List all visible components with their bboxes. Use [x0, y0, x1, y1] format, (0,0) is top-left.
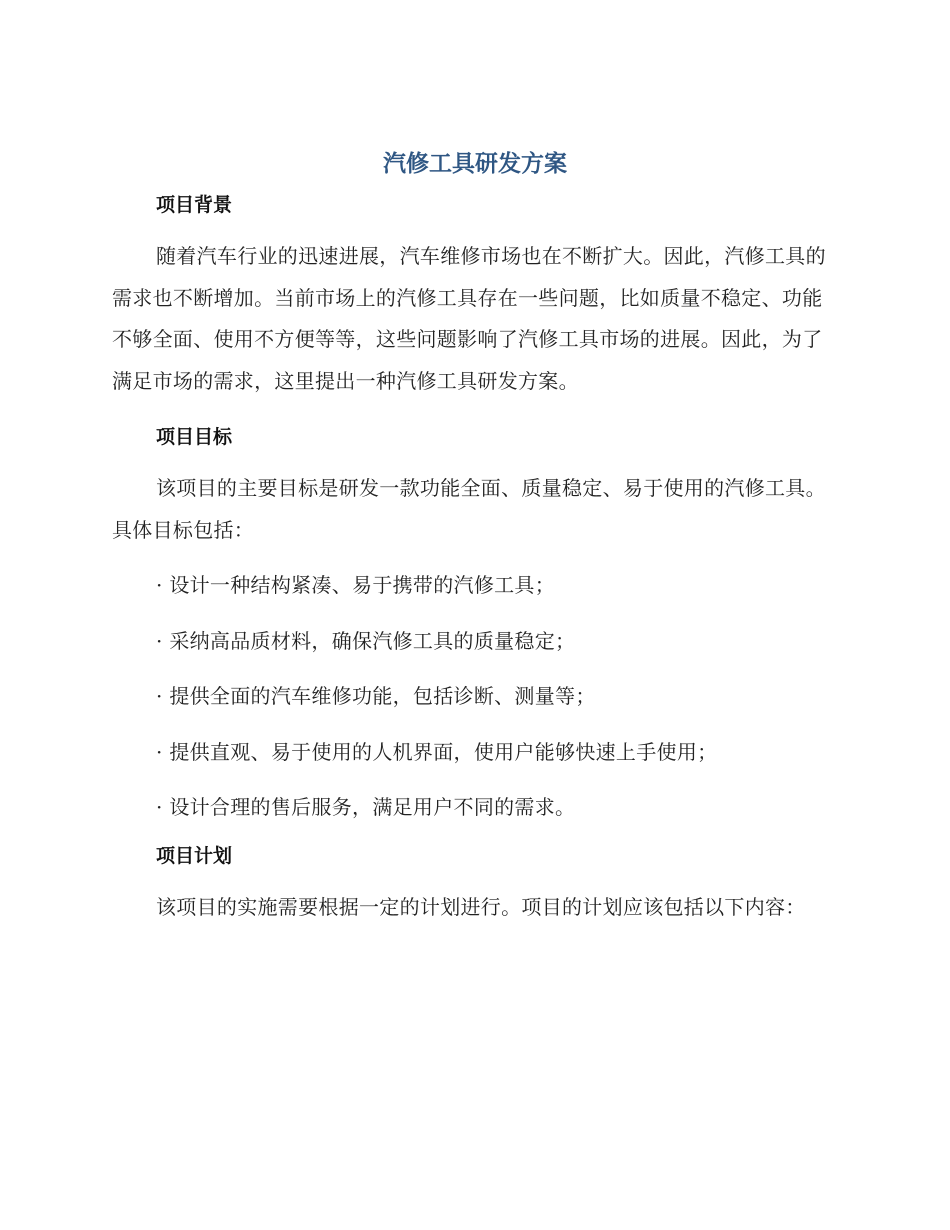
section-background — [112, 188, 832, 402]
document-title: 汽修工具研发方案 — [383, 151, 567, 177]
bullet-item: · 设计合理的售后服务，满足用户不同的需求。 — [156, 795, 576, 819]
section-paragraph: 该项目的实施需要根据一定的计划进行。项目的计划应该包括以下内容： — [156, 894, 806, 919]
section-goals — [112, 420, 832, 829]
section-paragraph: 该项目的主要目标是研发一款功能全面、质量稳定、易于使用的汽修工具。具体目标包括： — [112, 476, 826, 542]
bullet-item: · 提供全面的汽车维修功能，包括诊断、测量等； — [156, 684, 596, 708]
bullet-item: · 提供直观、易于使用的人机界面，使用户能够快速上手使用； — [156, 739, 718, 764]
section-paragraph: 随着汽车行业的迅速进展，汽车维修市场也在不断扩大。因此，汽修工具的需求也不断增加。当前市场上的汽修工具存在一些问题，比如质量不稳定、功能不够全面、使用不方便等等，这些问题影响了汽修工具市场的进展。因此，为了满足市场的需求，这里提出一种汽修工具研发方案。 — [112, 244, 826, 393]
section-plan — [112, 839, 832, 929]
section-heading: 项目背景 — [156, 194, 233, 216]
bullet-item: · 采纳高品质材料，确保汽修工具的质量稳定； — [156, 628, 576, 653]
section-heading: 项目目标 — [156, 426, 233, 448]
document-body — [112, 188, 832, 928]
bullet-item: · 设计一种结构紧凑、易于携带的汽修工具； — [156, 573, 556, 597]
section-heading: 项目计划 — [156, 844, 233, 867]
